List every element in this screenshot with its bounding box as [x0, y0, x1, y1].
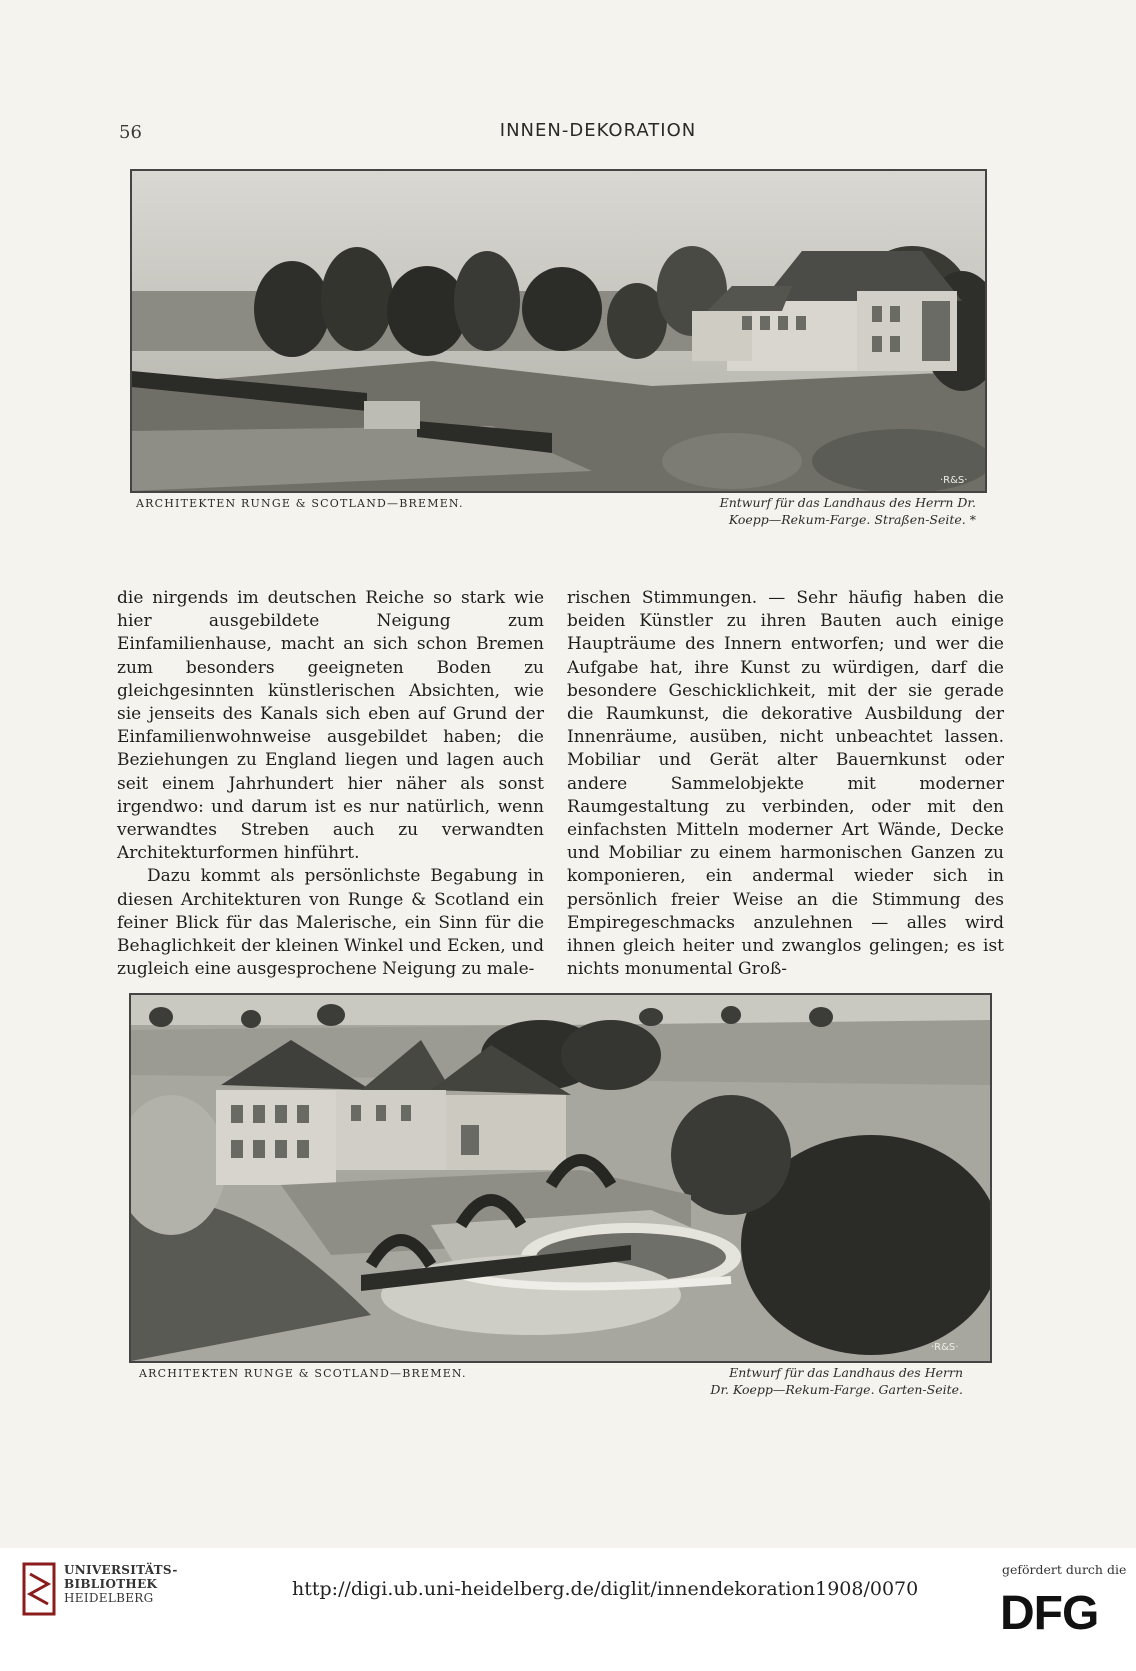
street-side-illustration	[130, 169, 987, 493]
text-column-right	[567, 587, 1004, 981]
figure-caption	[620, 494, 976, 528]
page-number: 56	[119, 122, 142, 143]
figure-caption	[640, 1364, 963, 1398]
dfg-logo: DFG	[1000, 1587, 1099, 1640]
paragraph: die nirgends im deutschen Reiche so stark wie hier ausgebildete Neigung zum Einfamilienhause, macht an sich schon Bremen zum besonders geeigneten Boden zu gleichgesinnten künstlerischen Absichten, wie sie jenseits des Kanals sich eben auf Grund der Einfamilienwohnweise ausgebildet haben; die Beziehungen zu England liegen und lagen auch seit einem Jahrhundert hier näher als sonst irgendwo: und darum ist es nur natürlich, wenn verwandtes Streben auch zu verwandten Architekturformen hinführt.	[117, 588, 544, 864]
permalink-url[interactable]: http://digi.ub.uni-heidelberg.de/diglit/innendekoration1908/0070	[292, 1578, 919, 1600]
figure-caption-line: Entwurf für das Landhaus des Herrn Dr.	[719, 495, 976, 510]
running-title: INNEN-DEKORATION	[499, 120, 697, 141]
funding-note: gefördert durch die	[1002, 1562, 1127, 1577]
library-logo-icon	[22, 1562, 58, 1618]
library-name	[64, 1563, 178, 1605]
garden-side-illustration	[129, 993, 992, 1363]
text-column-left	[117, 587, 544, 981]
artist-monogram: ·R&S·	[940, 475, 968, 486]
figure-caption-line: Entwurf für das Landhaus des Herrn	[729, 1365, 963, 1380]
artist-monogram: ·R&S·	[931, 1342, 959, 1353]
figure-caption-line: Koepp—Rekum-Farge. Straßen-Seite. *	[728, 512, 976, 527]
architect-credit: ARCHITEKTEN RUNGE & SCOTLAND—BREMEN.	[139, 1367, 467, 1380]
architect-credit: ARCHITEKTEN RUNGE & SCOTLAND—BREMEN.	[136, 497, 464, 510]
library-name-line: HEIDELBERG	[64, 1591, 154, 1605]
library-name-line: UNIVERSITÄTS-	[64, 1563, 178, 1577]
paragraph: Dazu kommt als persönlichste Begabung in diesen Architekturen von Runge & Scotland ein feiner Blick für das Malerische, ein Sinn für die Behaglichkeit der kleinen Winkel und Ecken, und zugleich eine ausgesprochene Neigung zu male-	[117, 866, 544, 980]
library-name-line: BIBLIOTHEK	[64, 1577, 158, 1591]
figure-caption-line: Dr. Koepp—Rekum-Farge. Garten-Seite.	[710, 1382, 963, 1397]
paragraph: rischen Stimmungen. — Sehr häufig haben die beiden Künstler zu ihren Bauten auch einige Haupträume des Innern entworfen; und wer die Aufgabe hat, ihre Kunst zu würdigen, darf die besondere Geschicklichkeit, mit der sie gerade die Raumkunst, die dekorative Ausbildung der Innenräume, ausüben, nicht unbeachtet lassen. Mobiliar und Gerät alter Bauernkunst oder andere Sammelobjekte mit moderner Raumgestaltung zu verbinden, oder mit den einfachsten Mitteln moderner Art Wände, Decke und Mobiliar zu einem harmonischen Ganzen zu komponieren, ein andermal wieder sich in persönlich freier Weise an die Stimmung des Empiregeschmacks anzulehnen — alles wird ihnen gleich heiter und zwanglos gelingen; es ist nichts monumental Groß-	[567, 588, 1004, 980]
